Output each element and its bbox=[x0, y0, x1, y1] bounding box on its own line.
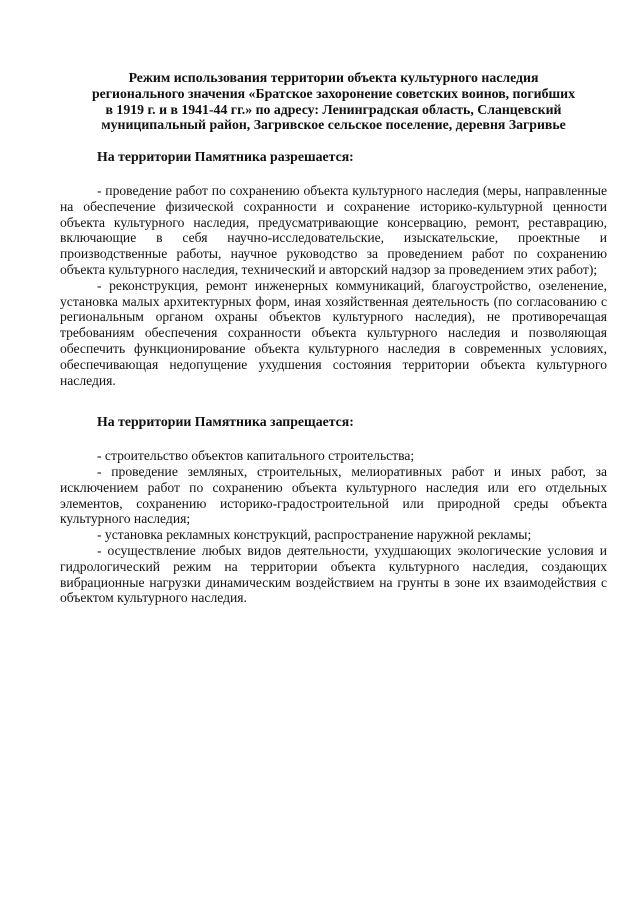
allowed-list bbox=[60, 183, 607, 388]
allowed-heading: На территории Памятника разрешается: bbox=[97, 149, 354, 165]
prohibited-item: - осуществление любых видов деятельности, ухудшающих экологические условия и гидрологический режим на территории объекта культурного наследия, создающих вибрационные нагрузки динамическим воздействием на грунты в зоне их взаимодействия с объектом культурного наследия. bbox=[60, 542, 607, 606]
prohibited-list bbox=[60, 448, 607, 606]
title-line: муниципальный район, Загривское сельское поселение, деревня Загривье bbox=[101, 117, 566, 133]
prohibited-item: - строительство объектов капитального строительства; bbox=[97, 448, 415, 464]
prohibited-item: - проведение земляных, строительных, мелиоративных работ и иных работ, за исключением работ по сохранению объекта культурного наследия или его отдельных элементов, сохранению историко-градостроительной или природной среды объекта культурного наследия; bbox=[60, 463, 607, 527]
title-line: Режим использования территории объекта культурного наследия bbox=[128, 70, 539, 85]
prohibited-heading: На территории Памятника запрещается: bbox=[97, 414, 354, 430]
allowed-item: - проведение работ по сохранению объекта культурного наследия (меры, направленные на обеспечение физической сохранности и сохранение историко-культурной ценности объекта культурного наследия, предусматривающие консервацию, ремонт, реставрацию, включающие в себя научно-исследовательские, изыскательские, проектные и производственные работы, научное руководство за проведением работ по сохранению объекта культурного наследия, технический и авторский надзор за проведением этих работ); bbox=[60, 182, 607, 277]
document-title bbox=[60, 70, 607, 133]
title-line: регионального значения «Братское захоронение советских воинов, погибших bbox=[91, 85, 576, 101]
title-line: в 1919 г. и в 1941-44 гг.» по адресу: Ленинградская область, Сланцевский bbox=[105, 101, 562, 117]
prohibited-item: - установка рекламных конструкций, распространение наружной рекламы; bbox=[97, 527, 532, 543]
allowed-item: - реконструкция, ремонт инженерных коммуникаций, благоустройство, озеленение, установка малых архитектурных форм, иная хозяйственная деятельность (по согласованию с региональным органом охраны объектов культурного наследия), не противоречащая требованиям обеспечения сохранности объекта культурного наследия и позволяющая обеспечить функционирование объекта культурного наследия в современных условиях, обеспечивающая недопущение ухудшения состояния территории объекта культурного наследия. bbox=[60, 277, 607, 388]
